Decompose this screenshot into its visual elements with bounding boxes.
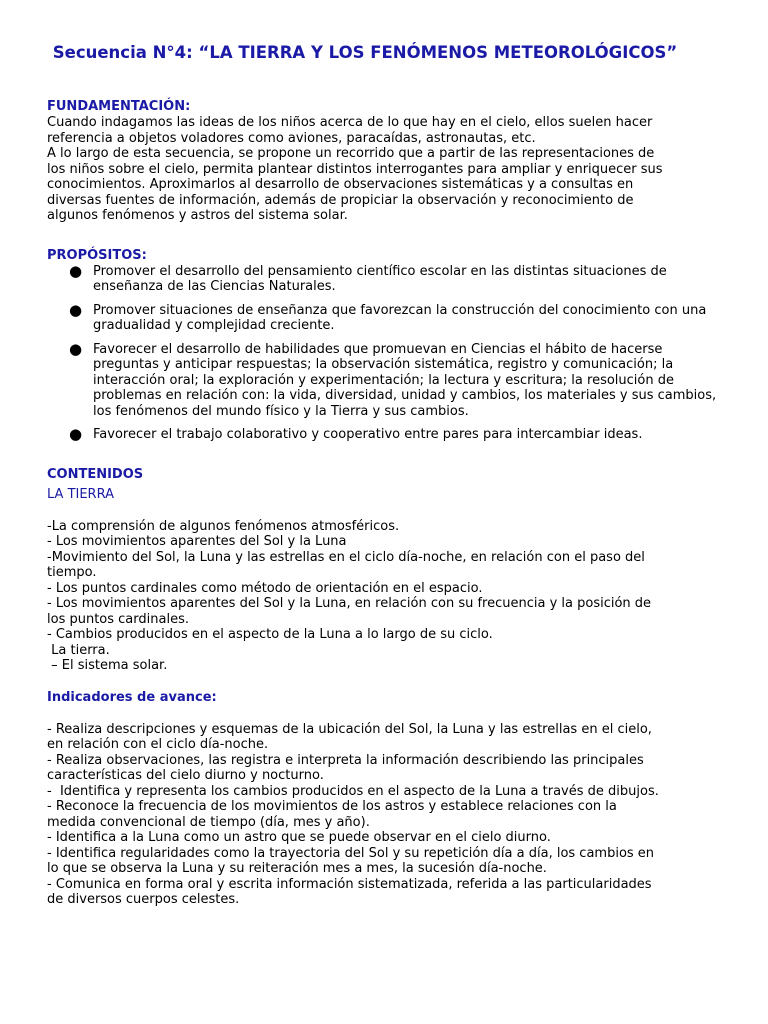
bullet-icon: ● (69, 339, 83, 358)
fundamentacion-heading: FUNDAMENTACIÓN: (47, 99, 191, 114)
contenido-line: – El sistema solar. (47, 658, 168, 673)
document-title: Secuencia N°4: “LA TIERRA Y LOS FENÓMENOS METEOROLÓGICOS” (47, 43, 678, 62)
fundamentacion-line: conocimientos. Aproximarlos al desarrollo de observaciones sistemáticas y a consultas en (47, 177, 634, 192)
contenido-line: -La comprensión de algunos fenómenos atmosféricos. (47, 518, 400, 534)
indicador-line: - Realiza observaciones, las registra e interpreta la información describiendo las principales (47, 752, 644, 768)
contenido-line: - Cambios producidos en el aspecto de la Luna a lo largo de su ciclo. (47, 627, 493, 642)
proposito-text: Promover el desarrollo del pensamiento científico escolar en las distintas situaciones de enseñanza de las Ciencias Naturales. (93, 263, 667, 294)
indicadores-heading: Indicadores de avance: (47, 689, 217, 705)
contenido-line: tiempo. (47, 565, 97, 580)
list-item (47, 261, 728, 295)
indicadores-body (47, 722, 728, 908)
proposito-text: Favorecer el trabajo colaborativo y cooperativo entre pares para intercambiar ideas. (93, 427, 643, 442)
indicador-line: características del cielo diurno y nocturno. (47, 768, 324, 783)
fundamentacion-line: algunos fenómenos y astros del sistema solar. (47, 208, 348, 223)
fundamentacion-line: Cuando indagamos las ideas de los niños acerca de lo que hay en el cielo, ellos suelen hacer (47, 115, 653, 130)
contenido-line: - Los puntos cardinales como método de orientación en el espacio. (47, 580, 483, 596)
fundamentacion-line: los niños sobre el cielo, permita plantear distintos interrogantes para ampliar y enriquecer sus (47, 161, 663, 177)
fundamentacion-body (47, 115, 728, 224)
fundamentacion-line: diversas fuentes de información, además de propiciar la observación y reconocimiento de (47, 192, 634, 208)
bullet-icon: ● (69, 425, 83, 443)
indicador-line: de diversos cuerpos celestes. (47, 892, 240, 907)
indicador-line: medida convencional de tiempo (día, mes y año). (47, 814, 370, 830)
fundamentacion-line: referencia a objetos voladores como aviones, paracaídas, astronautas, etc. (47, 130, 536, 146)
proposito-text: Favorecer el desarrollo de habilidades que promuevan en Ciencias el hábito de hacerse preguntas y anticipar respuestas; la observación sistemática, registro y comunicación; la interacción oral; la exploración y experimentación; la lectura y escritura; la resolución de problemas en relación con: la vida, diversidad, unidad y cambios, los materiales y sus cambios, los fenómenos del mundo físico y la Tierra y sus cambios. (93, 341, 717, 419)
contenidos-heading: CONTENIDOS (47, 466, 144, 482)
indicador-line: - Reconoce la frecuencia de los movimientos de los astros y establece relaciones con la (47, 799, 617, 814)
contenidos-body (47, 519, 728, 674)
fundamentacion-line: A lo largo de esta secuencia, se propone un recorrido que a partir de las representaciones de (47, 146, 655, 161)
bullet-icon: ● (69, 261, 83, 280)
list-item (47, 300, 728, 334)
indicador-line: en relación con el ciclo día-noche. (47, 737, 269, 752)
contenidos-subheading: LA TIERRA (47, 486, 114, 502)
contenido-line: los puntos cardinales. (47, 611, 189, 627)
indicador-line: - Identifica y representa los cambios producidos en el aspecto de la Luna a través de dibujos. (47, 783, 659, 799)
indicador-line: - Realiza descripciones y esquemas de la ubicación del Sol, la Luna y las estrellas en el cielo, (47, 721, 652, 737)
indicador-line: lo que se observa la Luna y su reiteración mes a mes, la sucesión día-noche. (47, 861, 547, 876)
bullet-icon: ● (69, 300, 83, 319)
contenido-line: - Los movimientos aparentes del Sol y la Luna, en relación con su frecuencia y la posición de (47, 596, 652, 611)
indicador-line: - Identifica a la Luna como un astro que se puede observar en el cielo diurno. (47, 830, 551, 845)
contenido-line: - Los movimientos aparentes del Sol y la Luna (47, 534, 347, 549)
contenido-line: La tierra. (47, 642, 110, 658)
indicador-line: - Identifica regularidades como la trayectoria del Sol y su repetición día a día, los cambios en (47, 845, 655, 861)
proposito-text: Promover situaciones de enseñanza que favorezcan la construcción del conocimiento con una gradualidad y complejidad creciente. (93, 302, 707, 333)
list-item (47, 339, 728, 420)
propositos-list (47, 261, 728, 443)
propositos-heading: PROPÓSITOS: (47, 247, 147, 263)
contenido-line: -Movimiento del Sol, la Luna y las estrellas en el ciclo día-noche, en relación con el paso del (47, 549, 645, 565)
indicador-line: - Comunica en forma oral y escrita información sistematizada, referida a las particularidades (47, 876, 652, 892)
list-item (47, 427, 728, 443)
